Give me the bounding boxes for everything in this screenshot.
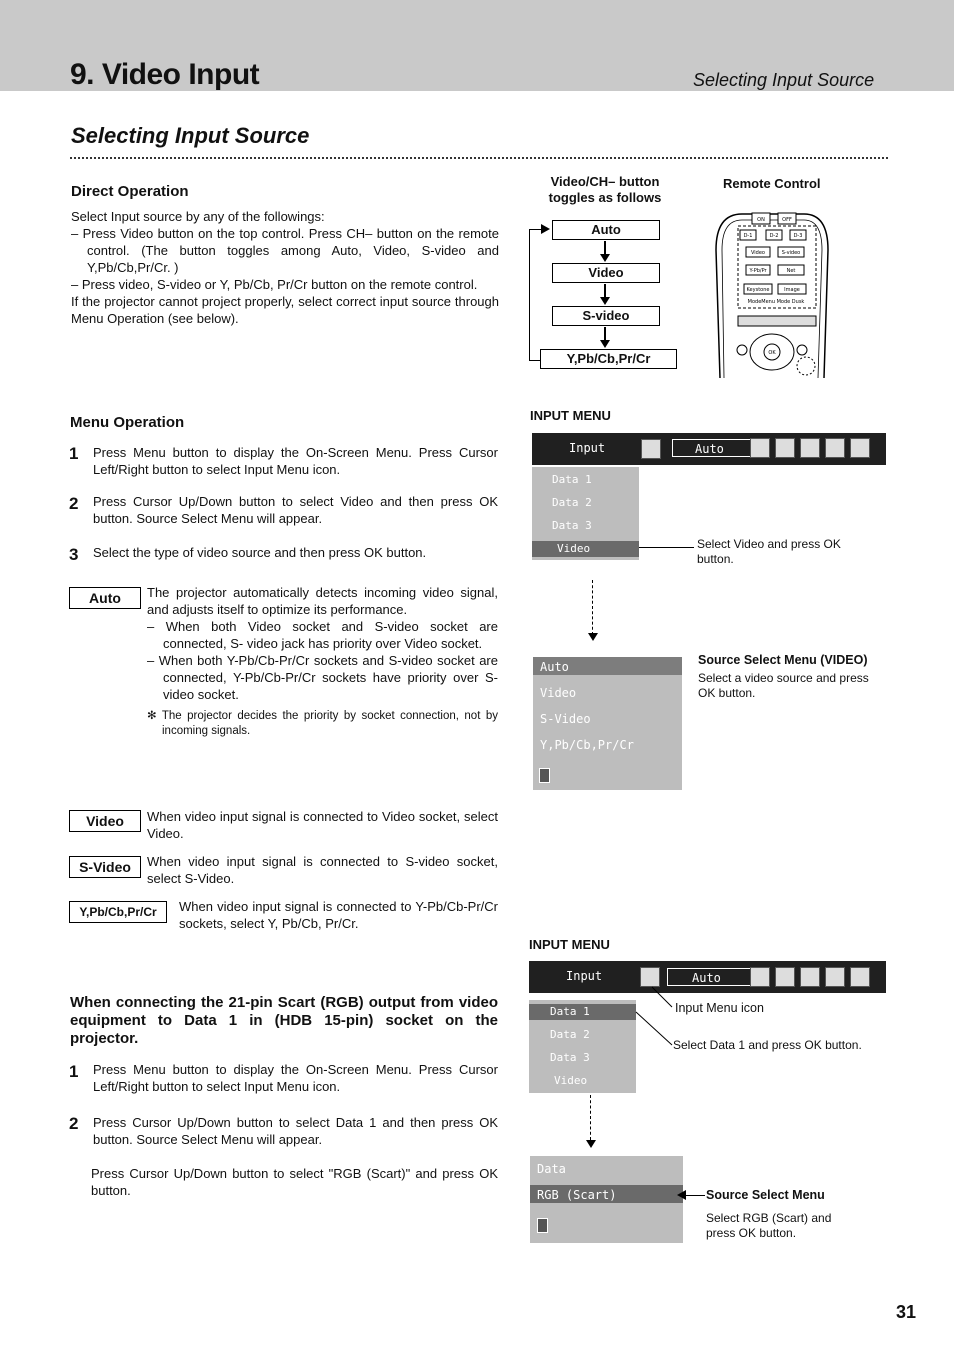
input-item-data2[interactable]: Data 2 [552,496,592,509]
source-item-svideo[interactable]: S-Video [540,712,591,726]
arrow-down-icon [588,633,598,641]
auto-detail-2: – When both Y-Pb/Cb-Pr/Cr sockets and S-video socket are connected, Y-Pb/Cb-Pr/Cr sockets have priority over S-video socket. [147,653,498,702]
input-item-data2[interactable]: Data 2 [550,1028,590,1041]
source-select-desc: Select RGB (Scart) and press OK button. [706,1211,832,1240]
sound-icon[interactable] [825,967,845,987]
svg-text:OFF: OFF [782,217,792,223]
screen-icon[interactable] [800,967,820,987]
pc-adjust-icon[interactable] [850,967,870,987]
direct-bullet-2: – Press video, S-video or Y, Pb/Cb, Pr/Cr button on the remote control. [71,277,478,292]
ypb-tag: Y,Pb/Cb,Pr/Cr [69,901,167,923]
flow-connector [604,327,606,341]
source-item-video[interactable]: Video [540,686,577,700]
arrow-down-icon [600,340,610,348]
svg-text:Image: Image [784,287,800,293]
auto-detail-1: – When both Video socket and S-video socket are connected, S- video jack has priority over Video socket. [147,619,498,651]
source-select-desc: Select a video source and press OK button. [698,671,869,700]
input-menu-title: Input [569,441,606,455]
svg-text:Y-Pb/Pr: Y-Pb/Pr [749,268,767,274]
exit-icon[interactable] [539,768,550,783]
chapter-title: 9. Video Input [70,58,260,91]
flow-loop-line [529,229,541,361]
menu-icon-row [750,438,870,458]
video-tag: Video [69,810,141,832]
step-number: 1 [69,1062,79,1081]
input-menu-title: Input [566,969,603,983]
input-menu-icon[interactable] [641,439,661,459]
setting-icon[interactable] [775,967,795,987]
svg-text:Net: Net [786,268,796,274]
section-title: Selecting Input Source [71,123,310,148]
callout-line [639,547,694,548]
svg-text:Keystone: Keystone [746,287,770,293]
ypb-description: When video input signal is connected to Y-Pb/Cb-Pr/Cr sockets, select Y, Pb/Cb, Pr/Cr. [179,899,498,931]
direct-operation-text [71,208,499,327]
input-value-field[interactable]: Auto [667,968,763,986]
dashed-connector [592,580,593,635]
step-number: 2 [69,494,79,513]
arrow-down-icon [586,1140,596,1148]
source-item-data[interactable]: Data [537,1162,566,1176]
flow-item-video: Video [552,263,660,283]
svg-text:D-1: D-1 [743,233,753,239]
screen-icon[interactable] [800,438,820,458]
remote-caption: Remote Control [723,176,821,191]
svg-text:Video: Video [750,250,766,256]
input-menu-label: INPUT MENU [529,937,610,952]
sound-icon[interactable] [825,438,845,458]
input-item-video[interactable]: Video [557,542,591,555]
input-item-data3[interactable]: Data 3 [550,1051,590,1064]
menu-operation-heading: Menu Operation [70,414,185,431]
input-item-data1[interactable]: Data 1 [550,1005,590,1018]
input-menu-icon[interactable] [640,967,660,987]
video-description: When video input signal is connected to Video socket, select Video. [147,809,498,841]
remote-control-illustration [712,210,832,380]
callout-lines [600,985,680,1065]
arrow-down-icon [600,254,610,262]
flow-connector [604,284,606,298]
svg-text:OK: OK [768,350,776,356]
auto-note: ✻ The projector decides the priority by socket connection, not by incoming signals. [147,710,498,737]
input-value-field[interactable]: Auto [672,439,768,457]
setting-icon[interactable] [775,438,795,458]
arrow-right-icon [541,224,550,234]
source-item-auto[interactable]: Auto [540,660,569,674]
input-item-data1[interactable]: Data 1 [552,473,592,486]
menu-step-1: Press Menu button to display the On-Screen Menu. Press Cursor Left/Right button to select Input Menu icon. [93,445,498,477]
menu-icon-row [750,967,870,987]
input-item-data3[interactable]: Data 3 [552,519,592,532]
page-number: 31 [896,1302,917,1322]
flow-connector [604,241,606,255]
step-number: 2 [69,1114,79,1133]
flow-item-svideo: S-video [552,306,660,326]
svg-text:S-video: S-video [781,250,801,256]
scart-step-1: Press Menu button to display the On-Screen Menu. Press Cursor Left/Right button to select Input Menu icon. [93,1062,498,1094]
svg-text:D-2: D-2 [769,233,779,239]
auto-tag: Auto [69,587,141,609]
scart-step-3: Press Cursor Up/Down button to select "RGB (Scart)" and press OK button. [91,1166,498,1198]
pc-adjust-icon[interactable] [850,438,870,458]
callout-select-data1: Select Data 1 and press OK button. [673,1038,862,1052]
auto-desc: The projector automatically detects incoming video signal, and adjusts itself to optimize its performance. [147,585,498,617]
source-item-rgb-scart[interactable]: RGB (Scart) [537,1188,617,1202]
menu-step-3: Select the type of video source and then press OK button. [93,545,427,560]
svg-text:D-3: D-3 [793,233,803,239]
dotted-divider [70,157,888,159]
direct-operation-heading: Direct Operation [71,183,189,200]
auto-description [147,584,498,739]
direct-bullet-1: – Press Video button on the top control. Press CH– button on the remote control. (The button toggles among Auto, Video, S-video and Y,Pb/Cb,Pr/Cr. ) [71,226,499,275]
direct-note: If the projector cannot project properly, select correct input source through Menu Operation (see below). [71,294,499,326]
svideo-description: When video input signal is connected to S-video socket, select S-Video. [147,854,498,886]
flow-caption: Video/CH– button toggles as follows [548,174,662,205]
flow-item-ypb: Y,Pb/Cb,Pr/Cr [540,349,677,369]
svideo-tag: S-Video [69,856,141,878]
input-item-video[interactable]: Video [554,1074,588,1087]
direct-intro: Select Input source by any of the followings: [71,209,325,224]
scart-heading: When connecting the 21-pin Scart (RGB) output from video equipment to Data 1 in (HDB 15-pin) socket on the projector. [70,994,498,1047]
step-number: 1 [69,444,79,463]
source-item-ypb[interactable]: Y,Pb/Cb,Pr/Cr [540,738,634,752]
flow-item-auto: Auto [552,220,660,240]
exit-icon[interactable] [537,1218,548,1233]
image-adjust-icon[interactable] [750,438,770,458]
menu-step-2: Press Cursor Up/Down button to select Video and then press OK button. Source Select Menu will appear. [93,494,498,526]
callout-line [685,1195,705,1196]
header-section-title: Selecting Input Source [693,70,875,90]
step-number: 3 [69,545,79,564]
dashed-connector [590,1095,591,1140]
svg-text:ON: ON [757,217,765,223]
source-select-heading: Source Select Menu [706,1188,825,1202]
scart-step-2: Press Cursor Up/Down button to select Data 1 and then press OK button. Source Select Menu will appear. [93,1115,498,1147]
image-adjust-icon[interactable] [750,967,770,987]
arrow-down-icon [600,297,610,305]
source-select-heading: Source Select Menu (VIDEO) [698,653,868,667]
callout-select-video: Select Video and press OK button. [697,537,841,566]
svg-text:ModeMenu Mode Dusk: ModeMenu Mode Dusk [747,299,805,305]
input-menu-label: INPUT MENU [530,408,611,423]
callout-input-icon: Input Menu icon [675,1001,764,1015]
